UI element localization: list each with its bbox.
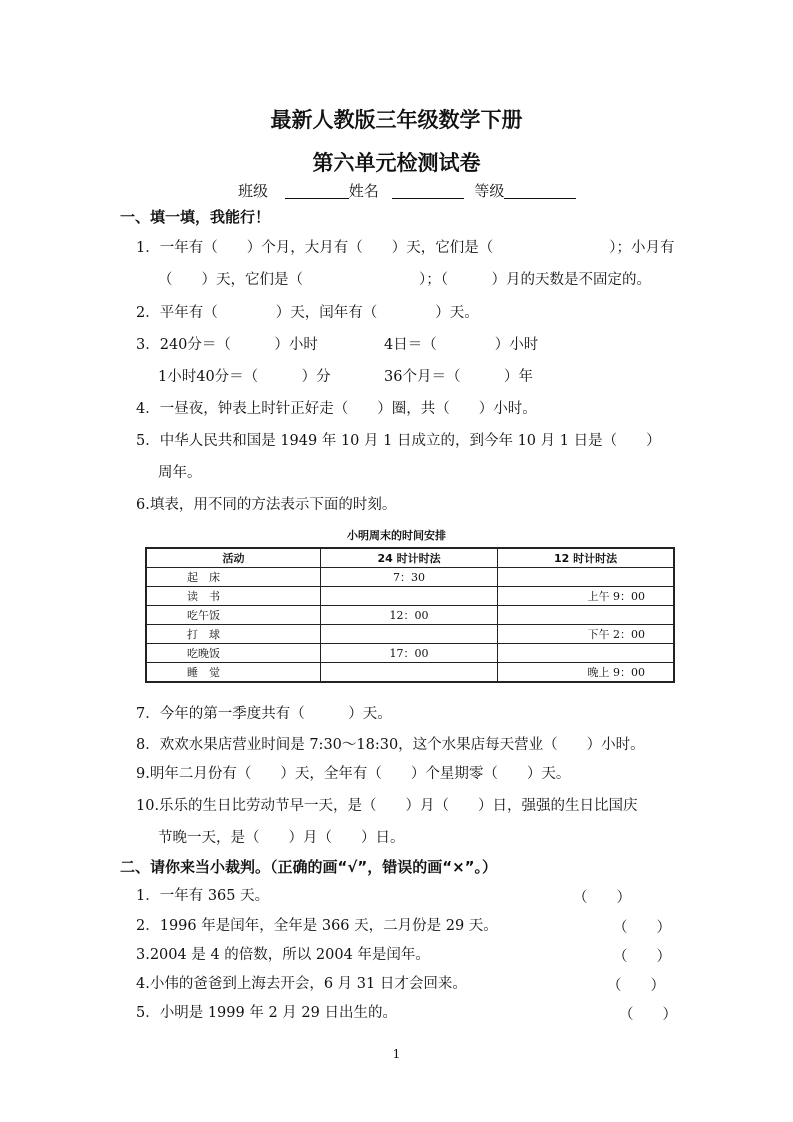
time-12h-cell: 上午 9：00 [498,587,674,606]
time-12h-cell[interactable] [498,644,674,663]
activity-cell: 读 书 [146,587,320,606]
judge-item-4-text: 4.小伟的爸爸到上海去开会，6 月 31 日才会回来。 [136,976,467,992]
question-8: 8．欢欢水果店营业时间是 7:30～18:30，这个水果店每天营业（ ）小时。 [136,737,645,753]
table-row [146,663,674,683]
table-row [146,606,674,625]
time-24h-cell: 7：30 [320,568,497,587]
table-row [146,625,674,644]
table-header-cell: 12 时计时法 [498,548,674,568]
question-1-line-1: 1．一年有（ ）个月，大月有（ ）天，它们是（ ）；小月有 [136,240,675,256]
time-12h-cell[interactable] [498,568,674,587]
question-3-part-c: 1小时40分＝（ ）分 [158,369,331,385]
time-24h-cell[interactable] [320,663,497,683]
activity-cell: 睡 觉 [146,663,320,683]
activity-cell: 吃晚饭 [146,644,320,663]
name-blank[interactable] [392,183,464,199]
table-header-cell: 24 时计时法 [320,548,497,568]
time-12h-cell: 下午 2：00 [498,625,674,644]
table-row [146,568,674,587]
question-5-line-2: 周年。 [158,465,202,481]
time-24h-cell: 17：00 [320,644,497,663]
table-caption: 小明周末的时间安排 [347,529,446,542]
time-24h-cell: 12：00 [320,606,497,625]
table-row [146,644,674,663]
page-number: 1 [392,1047,401,1061]
class-label: 班级 [238,182,269,200]
question-6: 6.填表，用不同的方法表示下面的时刻。 [136,497,397,513]
question-5-line-1: 5．中华人民共和国是 1949 年 10 月 1 日成立的，到今年 10 月 1 日是（ ） [136,433,661,449]
activity-cell: 吃午饭 [146,606,320,625]
grade-label: 等级 [474,182,505,200]
table-header-row [146,548,674,568]
question-10-line-1: 10.乐乐的生日比劳动节早一天，是（ ）月（ ）日，强强的生日比国庆 [136,798,638,814]
question-3-part-d: 36个月＝（ ）年 [384,369,533,385]
question-1-line-2: （ ）天，它们是（ ）；（ ）月的天数是不固定的。 [158,272,651,288]
question-4: 4．一昼夜，钟表上时针正好走（ ）圈，共（ ）小时。 [136,401,537,417]
judge-item-3-text: 3.2004 是 4 的倍数，所以 2004 年是闰年。 [136,947,430,963]
judge-item-1-answer[interactable]: （ ） [573,890,631,906]
table-row [146,587,674,606]
question-3-part-a: 3．240分＝（ ）小时 [136,337,318,353]
activity-cell: 起 床 [146,568,320,587]
table-header-cell: 活动 [146,548,320,568]
question-10-line-2: 节晚一天，是（ ）月（ ）日。 [158,830,405,846]
student-info-line [238,180,576,201]
judge-item-5-text: 5．小明是 1999 年 2 月 29 日出生的。 [136,1005,397,1021]
activity-cell: 打 球 [146,625,320,644]
time-12h-cell: 晚上 9：00 [498,663,674,683]
page-subtitle: 第六单元检测试卷 [312,151,481,175]
judge-item-3-answer[interactable]: （ ） [613,949,671,965]
time-24h-cell[interactable] [320,625,497,644]
section-2-heading: 二、请你来当小裁判。（正确的画“√”，错误的画“×”。） [120,858,498,876]
question-7: 7．今年的第一季度共有（ ）天。 [136,706,392,722]
question-3-part-b: 4日＝（ ）小时 [384,337,539,353]
judge-item-1-text: 1．一年有 365 天。 [136,888,270,904]
question-9: 9.明年二月份有（ ）天，全年有（ ）个星期零（ ）天。 [136,766,571,782]
page-title: 最新人教版三年级数学下册 [270,108,523,132]
question-2: 2．平年有（ ）天，闰年有（ ）天。 [136,305,479,321]
judge-item-5-answer[interactable]: （ ） [619,1007,677,1023]
section-1-heading: 一、填一填，我能行！ [120,208,271,226]
grade-blank[interactable] [504,183,576,199]
judge-item-4-answer[interactable]: （ ） [607,978,665,994]
time-12h-cell[interactable] [498,606,674,625]
judge-item-2-answer[interactable]: （ ） [613,920,671,936]
schedule-table [145,547,675,683]
class-blank[interactable] [285,183,349,199]
judge-item-2-text: 2．1996 年是闰年，全年是 366 天，二月份是 29 天。 [136,918,498,934]
name-label: 姓名 [348,182,379,200]
time-24h-cell[interactable] [320,587,497,606]
